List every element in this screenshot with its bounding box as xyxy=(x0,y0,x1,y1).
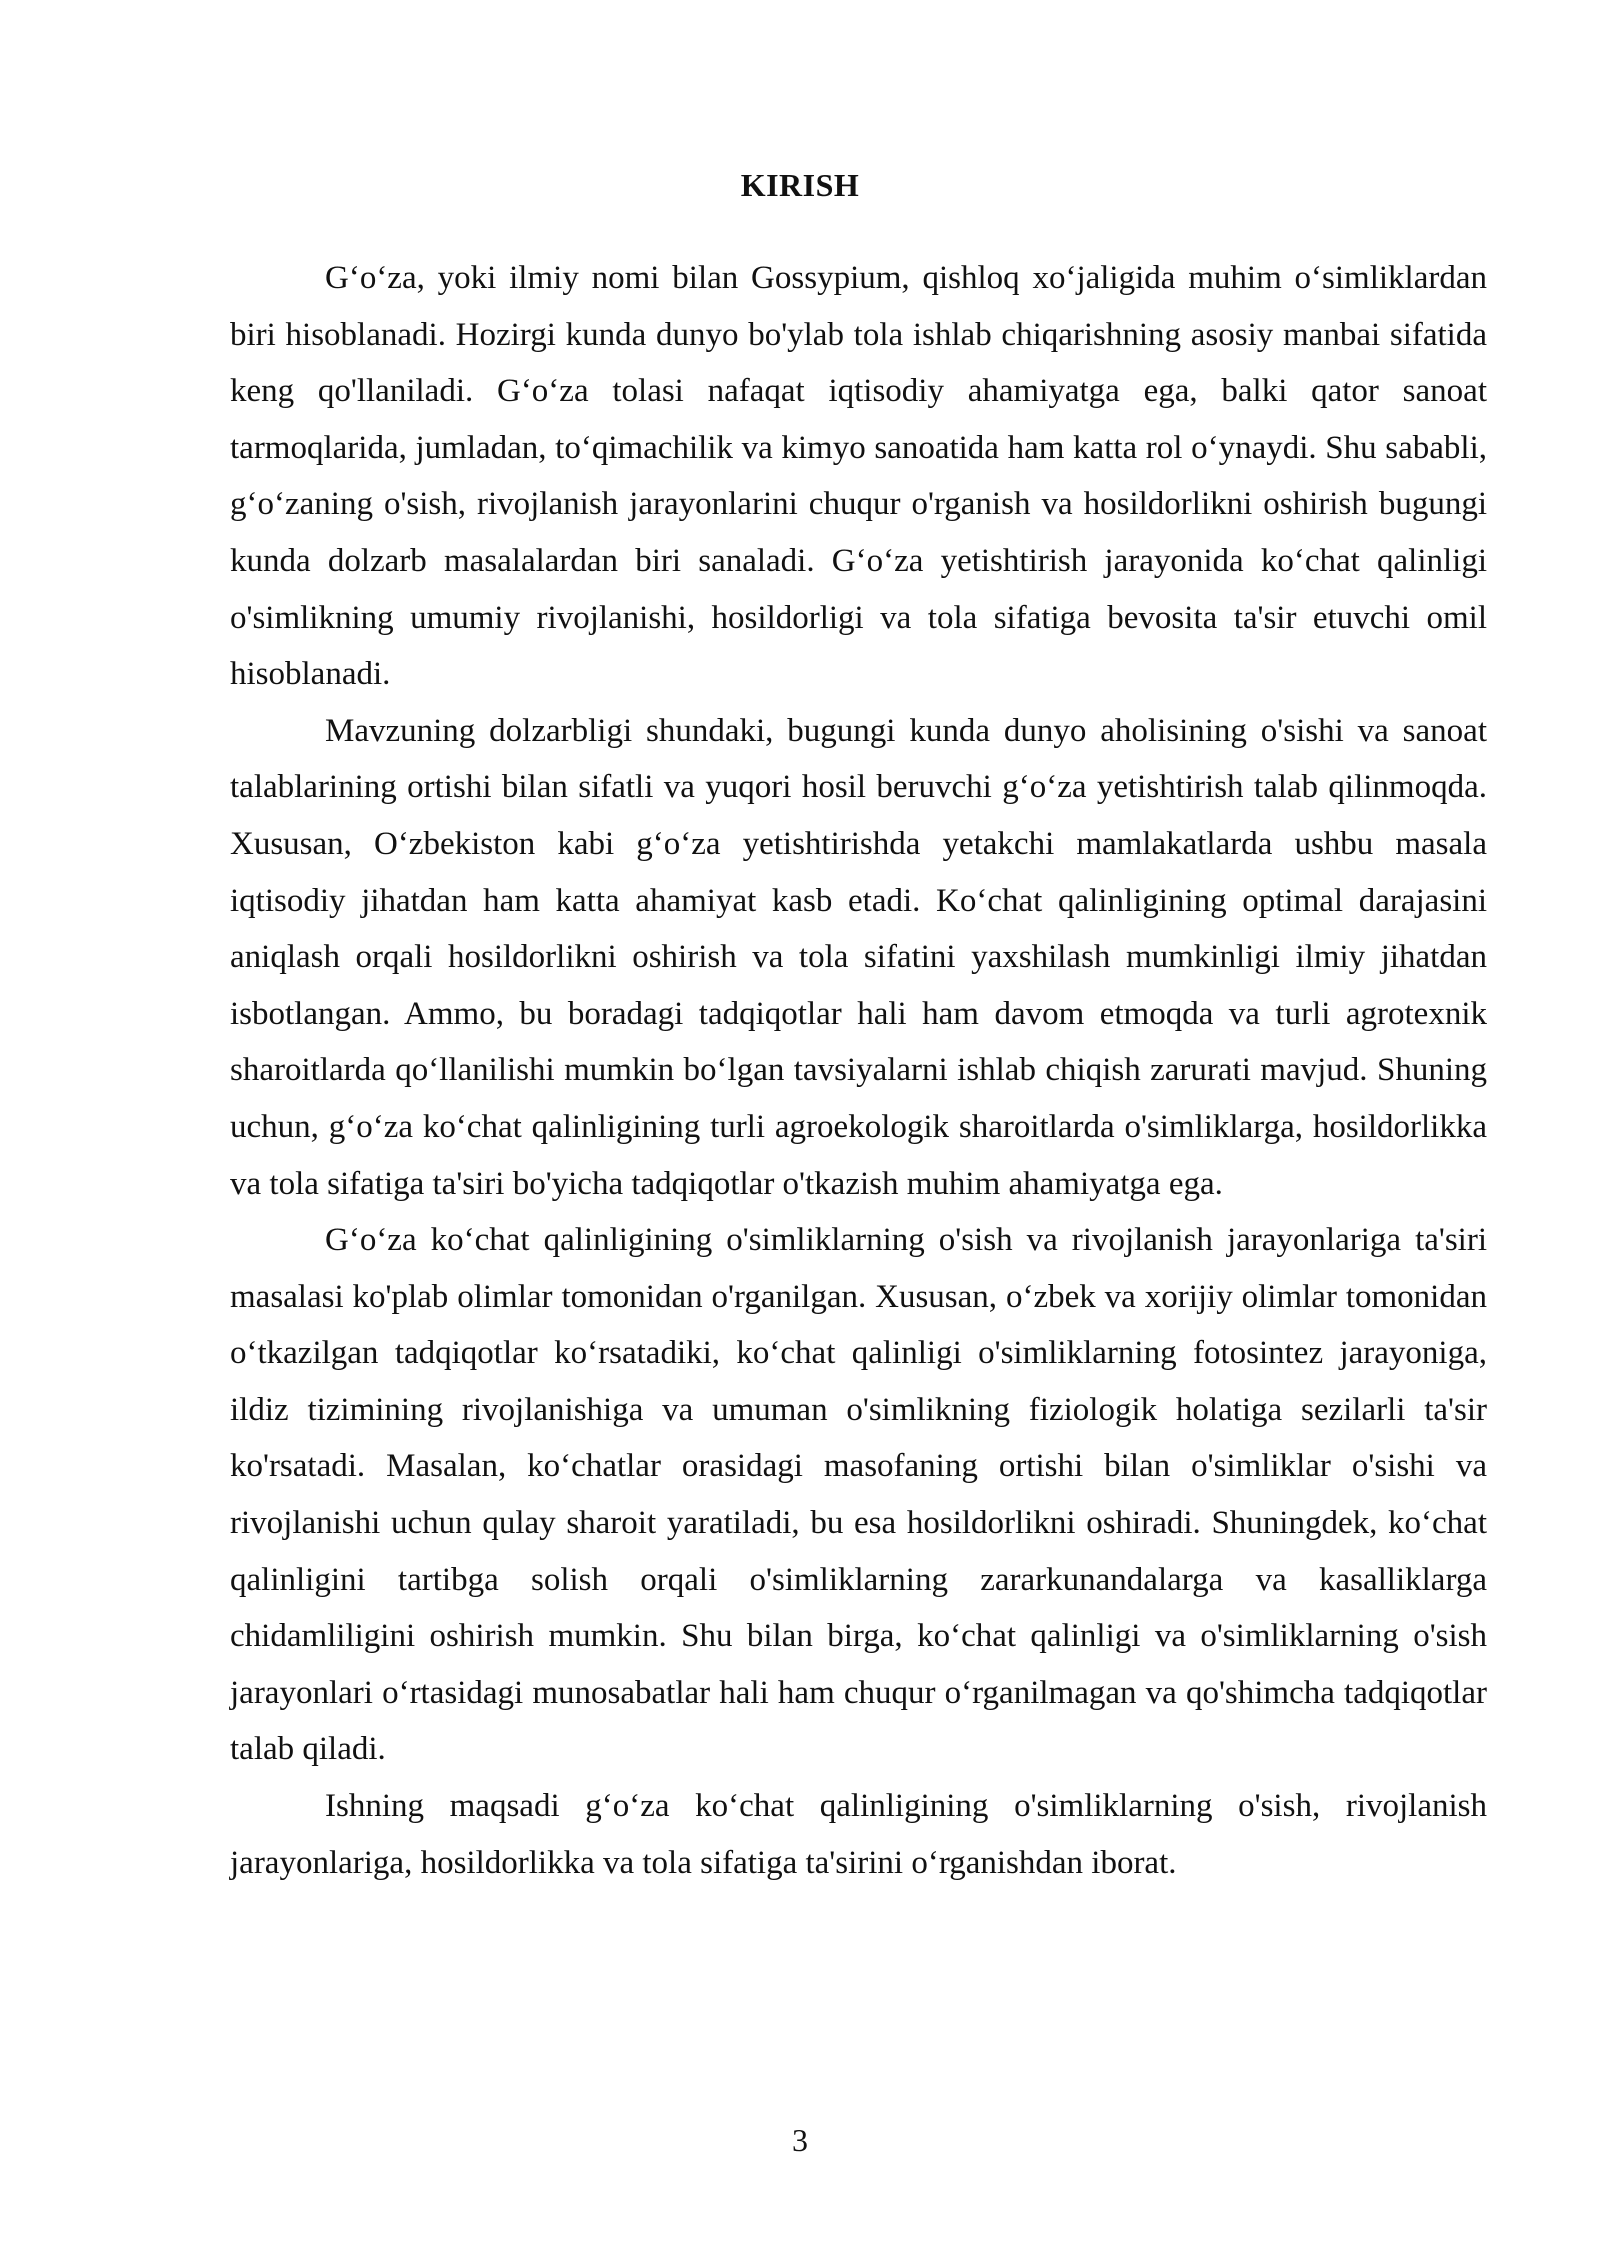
page-number: 3 xyxy=(792,2122,808,2158)
body-text xyxy=(230,250,1487,1891)
paragraph-goal: Ishning maqsadi g‘o‘za ko‘chat qalinligining o'simliklarning o'sish, rivojlanish jarayonlariga, hosildorlikka va tola sifatiga ta'sirini o‘rganishdan iborat. xyxy=(230,1788,1487,1881)
paragraph-intro: G‘o‘za, yoki ilmiy nomi bilan Gossypium, qishloq xo‘jaligida muhim o‘simliklardan biri hisoblanadi. Hozirgi kunda dunyo bo'ylab tola ishlab chiqarishning asosiy manbai sifatida keng qo'llaniladi. G‘o‘za tolasi nafaqat iqtisodiy ahamiyatga ega, balki qator sanoat tarmoqlarida, jumladan, to‘qimachilik va kimyo sanoatida ham katta rol o‘ynaydi. Shu sababli, g‘o‘zaning o'sish, rivojlanish jarayonlarini chuqur o'rganish va hosildorlikni oshirish bugungi kunda dolzarb masalalardan biri sanaladi. G‘o‘za yetishtirish jarayonida ko‘chat qalinligi o'simlikning umumiy rivojlanishi, hosildorligi va tola sifatiga bevosita ta'sir etuvchi omil hisoblanadi. xyxy=(230,260,1487,693)
paragraph-relevance: Mavzuning dolzarbligi shundaki, bugungi kunda dunyo aholisining o'sishi va sanoat talablarining ortishi bilan sifatli va yuqori hosil beruvchi g‘o‘za yetishtirish talab qilinmoqda. Xususan, O‘zbekiston kabi g‘o‘za yetishtirishda yetakchi mamlakatlarda ushbu masala iqtisodiy jihatdan ham katta ahamiyat kasb etadi. Ko‘chat qalinligining optimal darajasini aniqlash orqali hosildorlikni oshirish va tola sifatini yaxshilash mumkinligi ilmiy jihatdan isbotlangan. Ammo, bu boradagi tadqiqotlar hali ham davom etmoqda va turli agrotexnik sharoitlarda qo‘llanilishi mumkin bo‘lgan tavsiyalarni ishlab chiqish zarurati mavjud. Shuning uchun, g‘o‘za ko‘chat qalinligining turli agroekologik sharoitlarda o'simliklarga, hosildorlikka va tola sifatiga ta'siri bo'yicha tadqiqotlar o'tkazish muhim ahamiyatga ega. xyxy=(230,712,1487,1202)
page-title: KIRISH xyxy=(740,167,860,203)
paragraph-literature: G‘o‘za ko‘chat qalinligining o'simliklarning o'sish va rivojlanish jarayonlariga ta'siri masalasi ko'plab olimlar tomonidan o'rganilgan. Xususan, o‘zbek va xorijiy olimlar tomonidan o‘tkazilgan tadqiqotlar ko‘rsatadiki, ko‘chat qalinligi o'simliklarning fotosintez jarayoniga, ildiz tizimining rivojlanishiga va umuman o'simlikning fiziologik holatiga sezilarli ta'sir ko'rsatadi. Masalan, ko‘chatlar orasidagi masofaning ortishi bilan o'simliklar o'sishi va rivojlanishi uchun qulay sharoit yaratiladi, bu esa hosildorlikni oshiradi. Shuningdek, ko‘chat qalinligini tartibga solish orqali o'simliklarning zararkunandalarga va kasalliklarga chidamliligini oshirish mumkin. Shu bilan birga, ko‘chat qalinligi va o'simliklarning o'sish jarayonlari o‘rtasidagi munosabatlar hali ham chuqur o‘rganilmagan va qo'shimcha tadqiqotlar talab qiladi. xyxy=(230,1222,1487,1768)
